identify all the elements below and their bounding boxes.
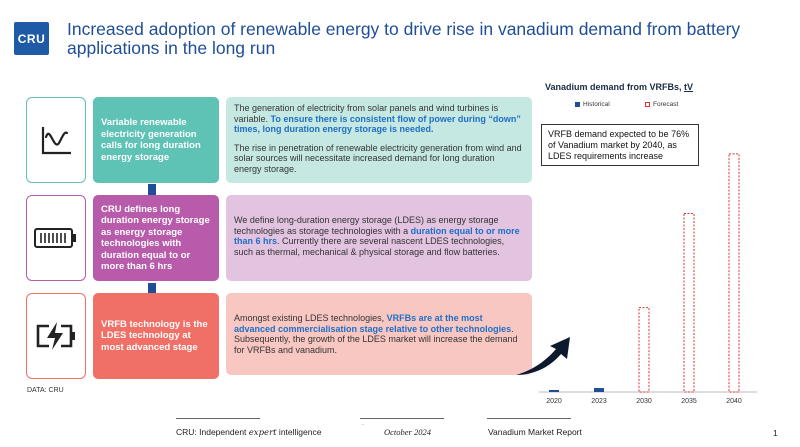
footer-dot: . [362,420,364,427]
chart-title: Vanadium demand from VRFBs, tV [545,82,694,92]
page-number: 1 [773,428,778,438]
page-title: Increased adoption of renewable energy to drive rise in vanadium demand from battery applications in the long run [67,19,741,58]
row2-detail: We define long-duration energy storage (LDES) as energy storage technologies as storage technologies with a duration equal to or more than 6 hrs. Currently there are several nascent LDES technologies, such as thermal, mechanical & physical storage and flow batteries. [226,195,532,281]
row2-icon-box [26,195,86,281]
bar-historical-2023 [594,388,604,392]
data-source: DATA: CRU [27,387,64,394]
cru-logo: CRU [14,22,49,55]
bar-forecast-2030 [639,308,649,392]
battery-charging-icon [34,321,78,351]
battery-icon [33,226,79,250]
footer-divider [487,418,571,419]
legend-historical: Historical [575,101,610,108]
row3-icon-box [26,293,86,379]
tick-label-2030: 2030 [636,398,652,405]
row1-detail: The generation of electricity from solar panels and wind turbines is variable. To ensure there is consistent flow of power during “down” times, long duration energy storage is needed. The rise in penetration of renewable electricity generation from wind and solar sources will necessitate increased demand for long duration energy storage. [226,97,532,183]
row3-summary: VRFB technology is the LDES technology at most advanced stage [93,293,219,379]
bar-forecast-2035 [684,213,694,392]
row1-icon-box [26,97,86,183]
chart-callout: VRFB demand expected to be 76% of Vanadium market by 2040, as LDES requirements increase [541,124,699,166]
tick-label-2023: 2023 [591,398,607,405]
row1-summary: Variable renewable electricity generation calls for long duration energy storage [93,97,219,183]
tick-label-2020: 2020 [546,398,562,405]
row3-detail: Amongst existing LDES technologies, VRFBs are at the most advanced commercialisation stage relative to other technologies. Subsequently, the growth of the LDES market will increase the demand for VRFBs and vanadium. [226,293,532,375]
bar-historical-2020 [549,390,559,392]
legend-forecast: Forecast [645,101,678,108]
footer-report: Vanadium Market Report [488,427,582,437]
footer-date: October 2024 [384,427,431,437]
footer-brand: CRU: Independent expert intelligence [176,427,322,438]
bar-forecast-2040 [729,154,739,392]
footer-divider [360,418,444,419]
tick-label-2040: 2040 [726,398,742,405]
row2-summary: CRU defines long duration energy storage as energy storage technologies with duration equal to or more than 6 hrs [93,195,219,281]
wave-chart-icon [37,121,75,159]
footer-divider [176,418,260,419]
tick-label-2035: 2035 [681,398,697,405]
